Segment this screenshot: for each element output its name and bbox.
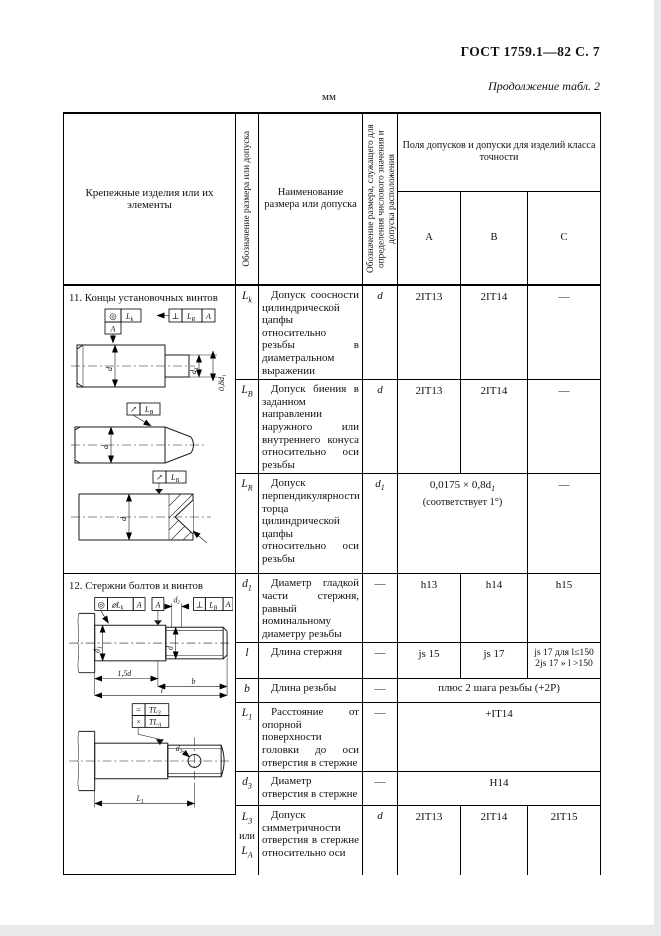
cell-l-name: Длина стержня xyxy=(259,643,363,679)
frame-label-lb2: $L_B$ xyxy=(170,473,179,484)
dim-d: d xyxy=(165,646,175,651)
cell-l1-abc: +IT14 xyxy=(398,703,601,772)
frame-label-lb3: $L_B$ xyxy=(208,600,217,612)
cell-lb-c: — xyxy=(528,380,601,474)
cell-d1-b: h14 xyxy=(461,574,528,643)
cell-lb-b: 2IT14 xyxy=(461,380,528,474)
frame-label-phi-lk: $⌀L_k$ xyxy=(110,600,123,612)
cell-l-designation: l xyxy=(236,643,259,679)
dim-d1: $d_1$ xyxy=(188,367,200,374)
cell-lr-ab: $0,0175 \times 0,8d_1$ (соответствует 1°) xyxy=(398,474,528,574)
dim-d3: $d_3$ xyxy=(175,744,183,756)
drawing-set-screw-cylindrical-end xyxy=(69,307,233,399)
cell-lb-designation: $L_B$ xyxy=(236,380,259,474)
cell-b-designation: b xyxy=(236,679,259,703)
cell-l1-designation: $L_1$ xyxy=(236,703,259,772)
runout-icon: ↗ xyxy=(155,472,163,482)
frame-label-tla: $TL_A$ xyxy=(148,717,161,729)
frame-label-tl3: $TL_3$ xyxy=(148,705,161,717)
cell-l3-a: 2IT13 xyxy=(398,806,461,875)
dim-d: d xyxy=(100,445,110,449)
cell-b-name: Длина резьбы xyxy=(259,679,363,703)
cell-d1-designation: $d_1$ xyxy=(236,574,259,643)
item12-title: 12. Стержни болтов и винтов xyxy=(69,580,203,593)
header-class-b: В xyxy=(461,191,528,285)
cell-lk-ref: d xyxy=(363,285,398,380)
cell-d1-ref: — xyxy=(363,574,398,643)
svg-text:A: A xyxy=(136,600,142,610)
perpendicularity-icon: ⊥ xyxy=(194,600,203,610)
cell-lr-name: Допуск перпендикулярности торца цилиндрической цапфы относительно оси резьбы xyxy=(259,474,363,574)
cell-lk-c: — xyxy=(528,285,601,380)
item11-title: 11. Концы установочных винтов xyxy=(69,292,218,304)
cell-lr-c: — xyxy=(528,474,601,574)
datum-a-label: A xyxy=(155,600,160,610)
header-fasteners: Крепежные изделия или их элементы xyxy=(64,113,236,285)
cell-d3-designation: $d_3$ xyxy=(236,772,259,806)
drawing-bolt-shank xyxy=(69,595,233,699)
cell-lk-a: 2IT13 xyxy=(398,285,461,380)
cell-lk-name: Допуск соосности цилиндрической цапфы относительно резьбы в диаметральном выражении xyxy=(259,285,363,380)
cell-d3-ref: — xyxy=(363,772,398,806)
cell-l3-ref: d xyxy=(363,806,398,875)
drawing-set-screw-cone-end xyxy=(69,401,233,467)
cell-lk-b: 2IT14 xyxy=(461,285,528,380)
cell-l3-name: Допуск симметричности отверстия в стержне относительно оси xyxy=(259,806,363,875)
cell-lr-designation: $L_R$ xyxy=(236,474,259,574)
units-label: мм xyxy=(322,91,336,103)
cell-l-ref: — xyxy=(363,643,398,679)
dim-d2: d2 xyxy=(172,595,180,607)
cell-lk-designation: $L_k$ xyxy=(236,285,259,380)
datum-a-label: A xyxy=(110,324,115,334)
header-name: Наименование размера или допуска xyxy=(259,113,363,285)
frame-label-lb: $L_B$ xyxy=(144,405,153,416)
dim-15d: 1,5d xyxy=(116,669,131,679)
cell-l3-b: 2IT14 xyxy=(461,806,528,875)
svg-text:A: A xyxy=(205,312,211,321)
cell-lr-ref: $d_1$ xyxy=(363,474,398,574)
dim-d: d xyxy=(118,517,128,521)
concentricity-icon: ◎ xyxy=(96,600,105,610)
header-ref-size: Обозначение размера, служащего для определения числового значения и допуска расположения xyxy=(363,113,398,285)
cell-d3-abc: H14 xyxy=(398,772,601,806)
cell-l1-name: Расстояние от опорной поверхности головки до оси отверстия в стержне xyxy=(259,703,363,772)
cell-d1-a: h13 xyxy=(398,574,461,643)
cell-b-ref: — xyxy=(363,679,398,703)
symmetry-icon: = xyxy=(135,705,141,715)
cell-item12-drawings xyxy=(64,574,236,875)
dim-b: b xyxy=(191,677,195,687)
cell-item11-drawings xyxy=(64,285,236,574)
drawing-bolt-with-hole xyxy=(69,701,233,815)
cell-l-b: js 17 xyxy=(461,643,528,679)
page-title: ГОСТ 1759.1—82 С. 7 xyxy=(460,44,600,59)
frame-label-lk: $L_k$ xyxy=(125,312,133,323)
frame-label-lr: $L_R$ xyxy=(186,312,195,323)
cell-l3-c: 2IT15 xyxy=(528,806,601,875)
cross-icon: × xyxy=(135,717,141,727)
page-edge-bottom xyxy=(0,925,661,936)
header-class-a: А xyxy=(398,191,461,285)
cell-lb-ref: d xyxy=(363,380,398,474)
dim-l: l xyxy=(160,686,163,696)
dim-L1: $L_1$ xyxy=(135,794,144,806)
dim-d1: $d_1$ xyxy=(92,646,104,654)
cell-l1-ref: — xyxy=(363,703,398,772)
page-edge-right xyxy=(654,0,661,936)
tolerance-table xyxy=(63,112,601,875)
header-tolerance-fields: Поля допусков и допуски для изделий класса точности xyxy=(398,113,601,191)
concentricity-icon: ◎ xyxy=(108,311,117,321)
cell-d1-c: h15 xyxy=(528,574,601,643)
cell-l3-designation: $L_3$ или $L_A$ xyxy=(236,806,259,875)
svg-text:A: A xyxy=(225,600,230,610)
cell-b-abc: плюс 2 шага резьбы (+2P) xyxy=(398,679,601,703)
cell-lb-name: Допуск биения в заданном направлении наружного или внутреннего конуса относительно оси резьбы xyxy=(259,380,363,474)
table-continuation-note: Продолжение табл. 2 xyxy=(488,79,600,93)
cell-d1-name: Диаметр гладкой части стержня, равный номинальному диаметру резьбы xyxy=(259,574,363,643)
dim-08d1: $0,8d_1$ xyxy=(216,374,228,391)
dim-d: d xyxy=(104,367,114,371)
drawing-screw-end-internal-cone xyxy=(69,469,233,545)
cell-l-c: js 17 для l≤150 2js 17 » l >150 xyxy=(528,643,601,679)
runout-icon: ↗ xyxy=(129,404,137,414)
perpendicularity-icon: ⊥ xyxy=(171,311,179,321)
header-designation: Обозначение размера или допуска xyxy=(236,113,259,285)
header-class-c: С xyxy=(528,191,601,285)
cell-d3-name: Диаметр отверстия в стержне xyxy=(259,772,363,806)
cell-l-a: js 15 xyxy=(398,643,461,679)
cell-lb-a: 2IT13 xyxy=(398,380,461,474)
